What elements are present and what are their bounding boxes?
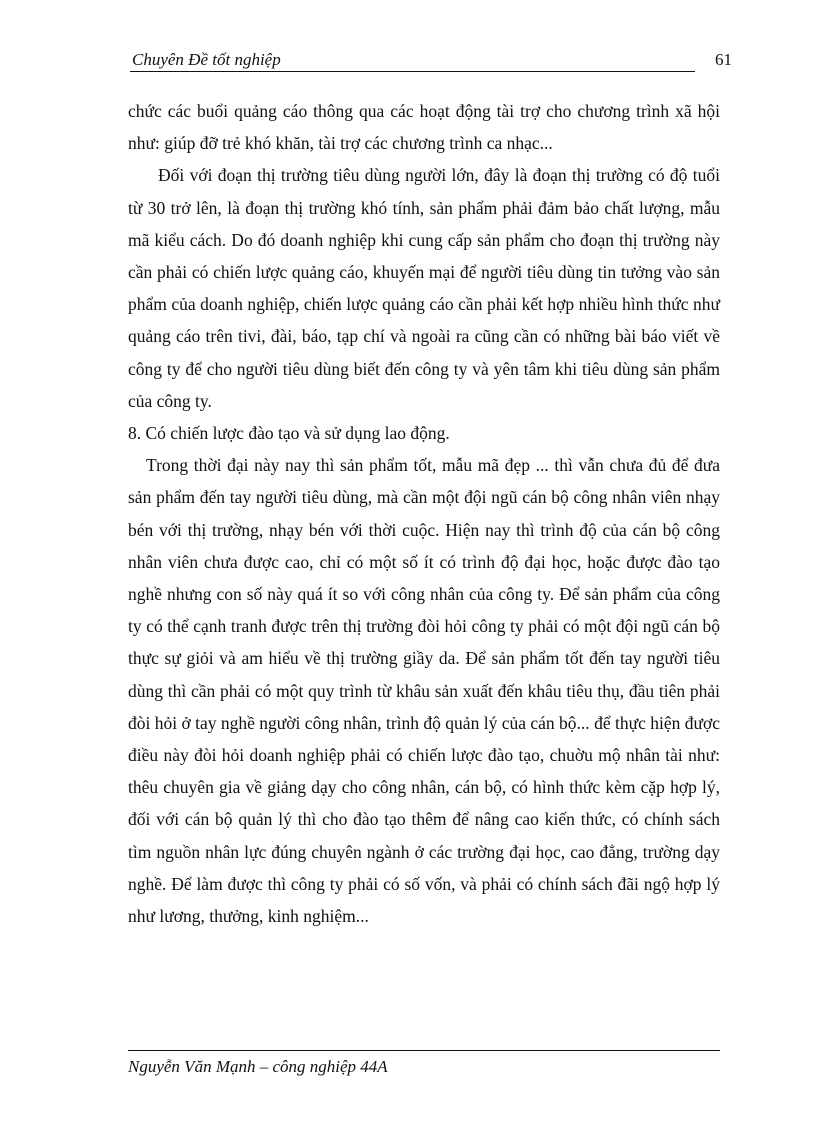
paragraph-continuation: chức các buổi quảng cáo thông qua các hoạt động tài trợ cho chương trình xã hội như: giúp đỡ trẻ khó khăn, tài trợ các chương trình ca nhạc... [128,101,720,154]
page-footer [128,1050,720,1077]
paragraph-adult-market: Đối với đoạn thị trường tiêu dùng người lớn, đây là đoạn thị trường có độ tuổi từ 30 trở lên, là đoạn thị trường khó tính, sản phẩm phải đảm bảo chất lượng, mẫu mã kiểu cách. Do đó doanh nghiệp khi cung cấp sản phẩm cho đoạn thị trường này cần phải có chiến lược quảng cáo, khuyến mại để người tiêu dùng tin tưởng vào sản phẩm của doanh nghiệp, chiến lược quảng cáo cần phải kết hợp nhiều hình thức như quảng cáo trên tivi, đài, báo, tạp chí và ngoài ra cũng cần có những bài báo viết về công ty để cho người tiêu dùng biết đến công ty và yên tâm khi tiêu dùng sản phẩm của công ty. [128,165,720,411]
header-rule [130,71,695,72]
body-text [128,95,720,932]
header-title: Chuyên Đề tốt nghiệp [132,50,281,69]
paragraph-training-strategy: Trong thời đại này nay thì sản phẩm tốt, mẫu mã đẹp ... thì vẫn chưa đủ để đưa sản phẩm đến tay người tiêu dùng, mà cần một đội ngũ cán bộ công nhân viên nhạy bén với thị trường, nhạy bén với thời cuộc. Hiện nay thì trình độ của cán bộ công nhân viên chưa được cao, chỉ có một số ít có trình độ đại học, hoặc được đào tạo nghề nhưng con số này quá ít so với công nhân của công ty. Để sản phẩm của công ty có thể cạnh tranh được trên thị trường đòi hỏi công ty phải có một đội ngũ cán bộ thực sự giỏi và am hiểu về thị trường giầy da. Để sản phẩm tốt đến tay người tiêu dùng thì cần phải có một quy trình từ khâu sản xuất đến khâu tiêu thụ, đầu tiên phải đòi hỏi ở tay nghề người công nhân, trình độ quản lý của cán bộ... để thực hiện được điều này đòi hỏi doanh nghiệp phải có chiến lược đào tạo, chuờu mộ nhân tài như: thêu chuyên gia về giảng dạy cho công nhân, cán bộ, có hình thức kèm cặp hợp lý, đối với cán bộ quản lý thì cho đào tạo thêm để nâng cao kiến thức, có chính sách tìm nguồn nhân lực đúng chuyên ngành ở các trường đại học, cao đẳng, trường dạy nghề. Để làm được thì công ty phải có số vốn, và phải có chính sách đãi ngộ hợp lý như lương, thưởng, kinh nghiệm... [128,455,720,927]
page-header [130,48,740,74]
footer-author: Nguyễn Văn Mạnh – công nghiệp 44A [128,1057,388,1076]
page-number: 61 [715,50,732,69]
section-heading: 8. Có chiến lược đào tạo và sử dụng lao động. [128,423,450,444]
footer-rule [128,1050,720,1051]
